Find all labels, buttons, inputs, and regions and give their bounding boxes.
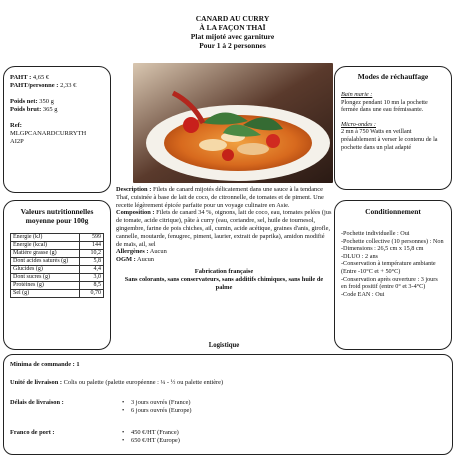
table-row: Matière grasse (g) 10,2	[11, 250, 104, 258]
curry-dish-image	[133, 63, 333, 183]
gross-weight-value: 365 g	[42, 106, 58, 113]
paht-line	[10, 74, 104, 82]
paht-person-value: 2,33 €	[60, 82, 77, 89]
paht-person-label: PAHT/personne :	[10, 82, 59, 89]
list-item: -Dimensions : 26,5 cm x 15,8 cm	[341, 245, 424, 253]
list-item: -Conservation à température ambiante	[341, 260, 436, 268]
title-line-4: Pour 1 à 2 personnes	[199, 41, 266, 50]
reheating-title: Modes de réchauffage	[357, 72, 429, 81]
french-made-claim: Fabrication française	[194, 267, 254, 275]
ref-value-1: MLGPCANARDCURRYTH	[10, 130, 87, 137]
delivery-unit-line: Unité de livraison : Colis ou palette (palette européenne : ¼ - ½ ou palette entière)	[10, 379, 224, 386]
composition-paragraph: Composition : Filets de canard 34 %, oignons, lait de coco, eau, tomates pelées (jus de tomate, acide citrique), pâte à curry (eau, coriandre, sel, huile de tournesol, gingembre, farine de pois chiches, ail, cumin, acide acétique, graines d'anis, girofle, cannelle, moutarde, fenugrec, piment, laurier, extrait de paprika), amidon modifié de maïs, ail, sel	[116, 209, 332, 248]
description-block	[116, 186, 332, 291]
paht-person-line	[10, 82, 104, 90]
table-row: Dont acides saturés (g) 5,8	[11, 258, 104, 266]
reheating-box	[334, 66, 452, 190]
table-row: Sel (g) 0,70	[11, 290, 104, 298]
allergens-line: Allergènes : Aucun	[116, 248, 167, 256]
list-item: (Entre -10°C et + 50°C)	[341, 267, 401, 275]
bain-marie-title: Bain marie :	[341, 91, 373, 98]
title-line-2: À LA FAÇON THAÏ	[199, 23, 266, 32]
net-weight-label: Poids net:	[10, 98, 38, 105]
product-title	[140, 14, 325, 50]
ref-label: Ref:	[10, 122, 22, 129]
product-photo	[133, 63, 333, 183]
min-order: Minima de commande : 1	[10, 361, 80, 368]
table-row: Glucides (g) 4,4	[11, 266, 104, 274]
ref-value-2: AI2P	[10, 138, 24, 145]
delivery-delay-label: Délais de livraison :	[10, 399, 64, 406]
net-weight-line	[10, 98, 104, 106]
list-item: -Pochette individuelle : Oui	[341, 230, 410, 237]
micro-ondes-text: 2 mn à 750 Watts en veillant préalablement à verser le contenu de la pochette dans un plat adapté	[341, 128, 438, 151]
table-row: Energie (kJ) 599	[11, 234, 104, 242]
free-shipping-label: Franco de port :	[10, 429, 55, 436]
list-item: • 3 jours ouvrés (France)	[122, 399, 191, 406]
list-item: -Code EAN : Oui	[341, 290, 385, 298]
bain-marie-text: Plongez pendant 10 mn la pochette fermée dans une eau frémissante.	[341, 98, 428, 114]
title-line-1: CANARD AU CURRY	[195, 14, 270, 23]
paht-label: PAHT :	[10, 74, 32, 81]
logistics-box	[3, 354, 453, 455]
logistics-title: Logistique	[208, 342, 240, 349]
ogm-line: OGM : Aucun	[116, 256, 154, 264]
table-row: Protéines (g) 8,5	[11, 282, 104, 290]
conditioning-box	[334, 200, 452, 350]
list-item: -Conservation après ouverture : 3 jours en froid positif (entre 0° et 3-4°C)	[341, 275, 438, 291]
pricing-box	[3, 66, 111, 193]
nutrition-table	[10, 233, 104, 298]
list-item: -Pochette collective (10 personnes) : Non	[341, 237, 444, 245]
gross-weight-line	[10, 106, 104, 114]
list-item: • 650 €/HT (Europe)	[122, 437, 180, 444]
list-item: • 6 jours ouvrés (Europe)	[122, 407, 192, 414]
description-paragraph: Description : Filets de canard mijotés délicatement dans une sauce à la tendance Thaï, cuisinée à base de lait de coco, de citronnelle, de tomates et de piment. Une recette légèrement épicée parfaite pour un voyage culinaire en Asie.	[116, 186, 324, 209]
micro-ondes-title: Micro-ondes :	[341, 120, 376, 128]
nutrition-box	[3, 200, 111, 350]
list-item: -DLUO : 2 ans	[341, 252, 378, 260]
nutrition-title: Valeurs nutritionnelles moyenne pour 100g	[20, 207, 94, 225]
list-item: • 450 €/HT (France)	[122, 429, 179, 436]
net-weight-value: 350 g	[39, 98, 54, 105]
paht-value: 4,65 €	[32, 74, 50, 81]
title-line-3: Plat mijoté avec garniture	[190, 32, 275, 41]
gross-weight-label: Poids brut:	[10, 106, 42, 113]
no-additives-claim: Sans colorants, sans conservateurs, sans additifs chimiques, sans huile de palme	[124, 275, 324, 291]
conditioning-title: Conditionnement	[365, 207, 421, 216]
table-row: Dont sucres (g) 3,0	[11, 274, 104, 282]
table-row: Energie (kcal) 144	[11, 242, 104, 250]
